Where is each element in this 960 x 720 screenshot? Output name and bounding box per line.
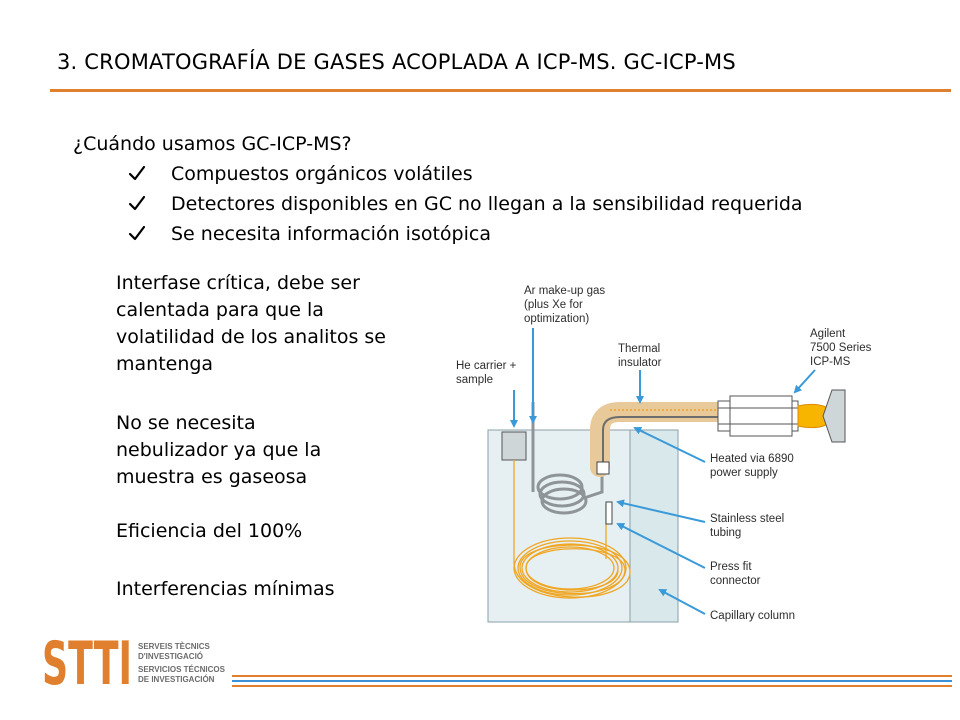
arrow-agilent [795, 370, 815, 392]
icp-torch [718, 396, 798, 436]
note-line: volatilidad de los analitos se [116, 326, 386, 348]
note-interface [116, 270, 386, 378]
label-he-carrier: sample [456, 374, 494, 386]
note-line: No se necesita [116, 412, 256, 434]
question-heading: ¿Cuándo usamos GC-ICP-MS? [73, 133, 352, 155]
note-efficiency: Eficiencia del 100% [116, 520, 303, 542]
org-line: SERVICIOS TÉCNICOS [138, 665, 225, 674]
label-stainless: Stainless steel [710, 513, 785, 525]
footer-rule-orange-bottom [232, 685, 952, 687]
label-stainless: tubing [710, 527, 742, 539]
org-line: SERVEIS TÈCNICS [138, 642, 210, 651]
note-nebulizer [116, 410, 321, 491]
label-heated: power supply [710, 467, 778, 479]
label-ar-makeup: Ar make-up gas [524, 285, 606, 297]
note-line: Interfase crítica, debe ser [116, 272, 360, 294]
footer-rule-orange-top [232, 675, 952, 677]
label-heated: Heated via 6890 [710, 453, 794, 465]
label-press-fit: Press fit [710, 561, 752, 573]
org-line: D'INVESTIGACIÓ [138, 651, 204, 661]
label-ar-makeup: (plus Xe for [524, 299, 583, 311]
press-fit-connector [606, 502, 612, 524]
label-press-fit: connector [710, 575, 761, 587]
bullet-text: Detectores disponibles en GC no llegan a la sensibilidad requerida [171, 193, 803, 215]
title-divider [50, 89, 951, 92]
checkmark-icon [128, 194, 146, 212]
stti-logo-mark [42, 628, 134, 690]
org-line: DE INVESTIGACIÓN [138, 674, 215, 684]
label-agilent: 7500 Series [810, 342, 872, 354]
label-agilent: Agilent [810, 328, 846, 340]
slide-title: 3. CROMATOGRAFÍA DE GASES ACOPLADA A ICP-MS. GC-ICP-MS [57, 50, 736, 74]
label-thermal: insulator [618, 357, 662, 369]
note-line: calentada para que la [116, 299, 324, 321]
sampler-cone [823, 390, 845, 442]
note-interferences: Interferencias mínimas [116, 578, 335, 600]
gc-icpms-interface-diagram [420, 262, 950, 632]
bullet-text: Compuestos orgánicos volátiles [171, 163, 473, 185]
checkmark-icon [128, 224, 146, 242]
union-fitting [597, 462, 609, 474]
label-capillary: Capillary column [710, 610, 796, 622]
footer-rule-blue [232, 680, 952, 682]
note-line: mantenga [116, 353, 214, 375]
checkmark-icon [128, 164, 146, 182]
note-line: muestra es gaseosa [116, 466, 308, 488]
label-ar-makeup: optimization) [524, 313, 590, 325]
label-he-carrier: He carrier + [456, 360, 517, 372]
note-line: nebulizador ya que la [116, 439, 322, 461]
svg-text:STTI: STTI [42, 629, 132, 690]
label-thermal: Thermal [618, 343, 661, 355]
injector-block [502, 432, 526, 460]
label-agilent: ICP-MS [810, 356, 851, 368]
logo-org-name [138, 642, 225, 684]
oven-side-panel [630, 430, 678, 622]
bullet-text: Se necesita información isotópica [171, 223, 491, 245]
stti-logo [42, 628, 232, 692]
